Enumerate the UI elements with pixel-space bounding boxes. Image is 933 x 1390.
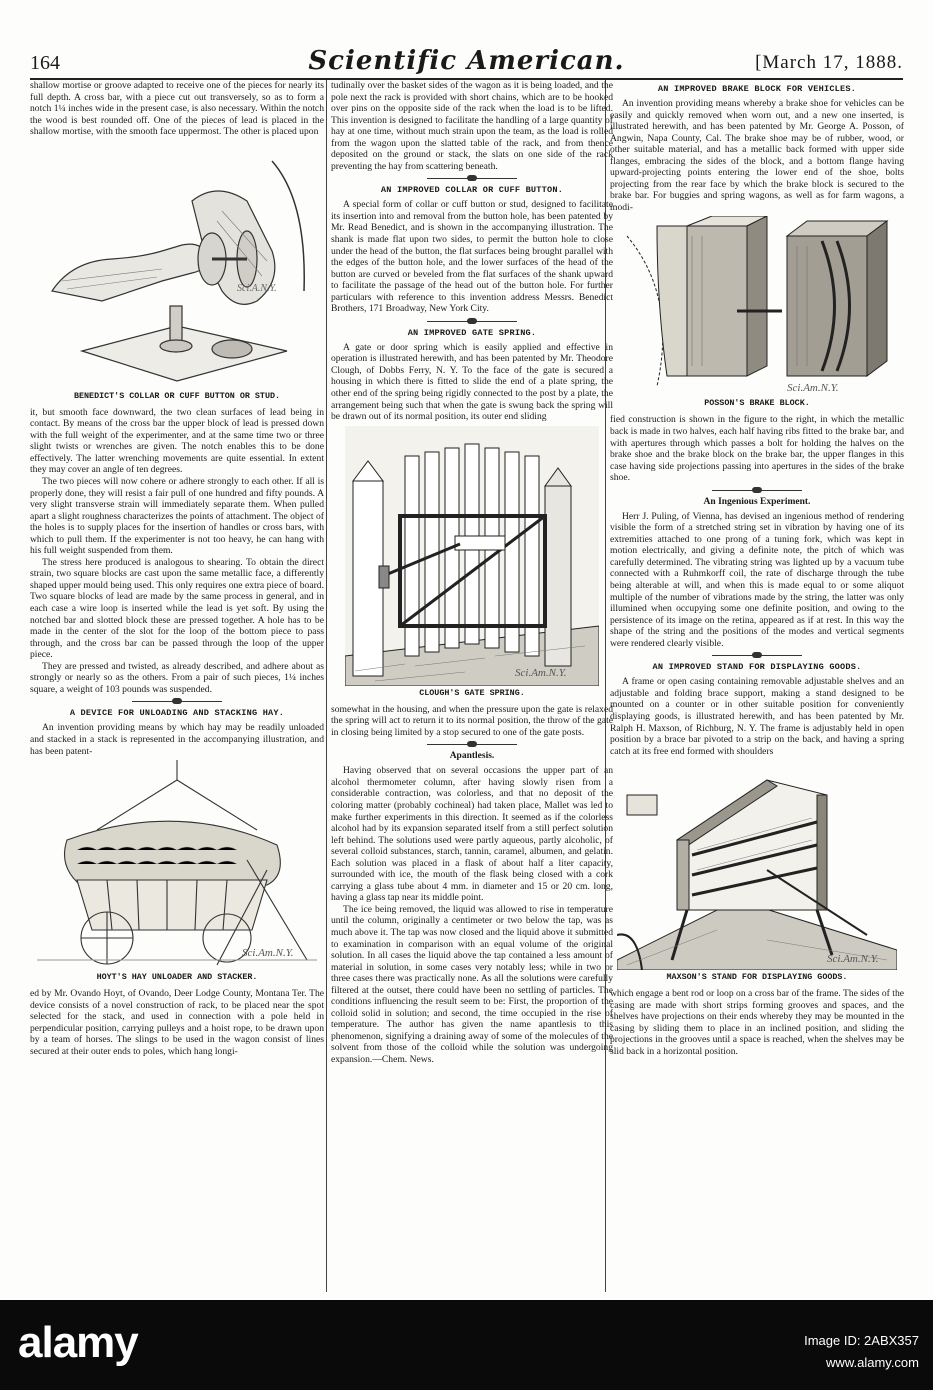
- figure-caption: CLOUGH'S GATE SPRING.: [419, 687, 525, 698]
- site-url: www.alamy.com: [826, 1355, 919, 1370]
- hay-unloader-illustration: [37, 760, 317, 970]
- article-paragraph: Having observed that on several occasions the upper part of an alcohol thermometer column, after having slowly risen from a considerable contraction, was colorless, and that no deposit of the coloring matter (probably cochineal) had taken place, Mallet was led to make further experiments in this direction. It seemed as if the colorless alcohol had by its expansion separated itself from a still perfect solution left behind. The solutions used were partly aqueous, partly alcoholic, of several colloid substances, starch, tannin, caramel, albumen, and gelatin. Each solution was placed in a flask of about half a liter capacity, surrounded with ice, the mouth of the flask being closed with a cork carrying a glass tube about 4 mm. in diameter and 15 or 20 cm. long, having a glass tap near its middle point.: [331, 765, 613, 904]
- section-ornament: [427, 175, 517, 181]
- watermark-banner: [0, 1300, 933, 1390]
- article-paragraph: ed by Mr. Ovando Hoyt, of Ovando, Deer Lodge County, Montana Ter. The device consists of a novel construction of rack, to be placed near the spot selected for the stack, and used in connection with a pole held in perpendicular position, carrying pulleys and a hoist rope, to be drawn upon by a team of horses. The slings to be used in the wagon consist of lines secured at their outer ends to poles, which hang longi-: [30, 988, 324, 1057]
- issue-date: [March 17, 1888.: [755, 52, 903, 73]
- svg-text:Sci.Am.N.Y.: Sci.Am.N.Y.: [787, 382, 839, 395]
- article-heading: AN IMPROVED GATE SPRING.: [407, 327, 537, 338]
- article-paragraph: somewhat in the housing, and when the pressure upon the gate is relaxed the spring will act to return it to its normal position, the throw of the gate in closing being limited by a stop secured to one of the gate posts.: [331, 703, 613, 738]
- article-paragraph: The ice being removed, the liquid was allowed to rise in temperature until the column, originally a centimeter or two below the tap, was as much above it. The tap was now closed and the liquid above it submitted to examination in comparison with an equal volume of the original solution. In all cases the liquid above the tap contained a less amount of material in solution, in some cases very notably less; while in two or three cases there was practically none. As all the solutions were carefully filtered at the outset, there could have been no settling of particles. The conditions influencing the result seem to be: First, the proportion of the colloid solid in solution; and second, the time occupied in the rise of temperature. The author has given the name apantlesis to this phenomenon, signifying a draining away of some of the molecules of the solvent from those of the colloid while the solution was undergoing expansion.—Chem. News.: [331, 903, 613, 1065]
- article-paragraph: it, but smooth face downward, the two clean surfaces of lead being in contact. By means of the cross bar the upper block of lead is pressed down with the full weight of the experimenter, and at the same time two or three slight twists or wrenches are given. The notch enables this to be done effectively. The latter wrenching movements are quite essential. In extent they may cover an angle of ten degrees.: [30, 406, 324, 476]
- column-3: [610, 80, 904, 1292]
- watermark-info: [804, 1330, 919, 1374]
- article-heading: Apantlesis.: [449, 751, 495, 762]
- article-paragraph: They are pressed and twisted, as already described, and adhere about as strongly or nearly so as the others. From a pair of such pieces, 1¼ inches square, a weight of 103 pounds was suspended.: [30, 660, 324, 695]
- article-paragraph: An invention providing means by which hay may be readily unloaded and stacked in a stack is represented in the accompanying illustration, and has been patent-: [30, 722, 324, 757]
- page-header: [30, 46, 903, 76]
- article-heading: AN IMPROVED COLLAR OR CUFF BUTTON.: [380, 185, 564, 196]
- section-ornament: [712, 652, 802, 658]
- article-paragraph: The stress here produced is analogous to shearing. To obtain the direct strain, two square blocks are cast upon the same metallic face, a differently shaped upper mould being used. This only requires one extra piece of board. Two square blocks of lead are made by the same process in general, and in each case a wire loop is inserted while the lead is yet soft. By using the notched bar and slotted block these are pressed together. A hole has to be made in the center of the slot for the loop of the bottom piece to pass through, and the cross bar can be passed through the loop of the upper piece.: [30, 556, 324, 661]
- column-2-content: [331, 80, 613, 1066]
- article-heading: AN IMPROVED STAND FOR DISPLAYING GOODS.: [652, 662, 862, 673]
- figure-caption: HOYT'S HAY UNLOADER AND STACKER.: [96, 972, 258, 983]
- article-paragraph: A frame or open casing containing removable adjustable shelves and an adjustable and folding brace support, making a stand designed to be mounted on a counter or in other suitable position for conveniently displaying goods, is illustrated herewith, and has been patented by Mr. Ralph H. Maxson, of Richburg, N. Y. The frame is adjustably held in open position by a brace bar pivoted to a strip on the back, and having a spring catch at its free end formed with shoulders: [610, 676, 904, 757]
- gate-spring-illustration: [345, 426, 599, 686]
- masthead: Scientific American.: [308, 46, 625, 76]
- article-paragraph: which engage a bent rod or loop on a cross bar of the frame. The sides of the casing are made with short strips forming grooves and spaces, and the shelves have projections on their ends whereby they may be mounted in the casing by sliding them to place in an inclined position, and sliding the projections in the grooves until a space is reached, when the shelves may be slid back in a horizontal position.: [610, 988, 904, 1057]
- svg-text:Sci.Am.N.Y.: Sci.Am.N.Y.: [515, 666, 567, 679]
- svg-text:Sci.Am.N.Y.: Sci.Am.N.Y.: [242, 947, 294, 960]
- column-2: [312, 80, 617, 1292]
- article-paragraph: An invention providing means whereby a brake shoe for vehicles can be easily and quickly removed when worn out, and a new one inserted, is illustrated herewith, and has been patented by Mr. George A. Posson, of Angwin, Napa County, Cal. The brake shoe may be of rubber, wood, or other suitable material, and has a metallic back formed with upper side flanges, embracing the sides of the block, and a bottom flange having upward-projecting points entering the lower end of the shoe, bolts projecting from the rear face by which the brake block is secured to the brake bar. For buggies and spring wagons, as well as for farm wagons, a modi-: [610, 98, 904, 213]
- article-paragraph: The two pieces will now cohere or adhere strongly to each other. If all is properly done, they will resist a fair pull of one hundred and fifty pounds. A very slight transverse strain will immediately separate them. When pulled apart a slight roughness characterizes the points of attachment. The object of the holes is to supply places for the insertion of handles or cross bars, with which to pull them. If the experimenter is not too heavy, he can hang with his full weight suspended from them.: [30, 476, 324, 557]
- section-ornament: [712, 487, 802, 493]
- image-id: Image ID: 2ABX357: [804, 1333, 919, 1348]
- svg-text:Sci.Am.N.Y.: Sci.Am.N.Y.: [827, 953, 879, 966]
- page-number: 164: [30, 52, 60, 74]
- article-paragraph: fied construction is shown in the figure to the right, in which the metallic back is made in two halves, each half having ribs fitted to the brake bar, and with apertures through which passes a bolt for holding the halves on the brake shoe and the brake block on the brake bar, the upper flanges in this case having side projections passing into apertures in the sides of the brake shoe.: [610, 414, 904, 484]
- figure-caption: BENEDICT'S COLLAR OR CUFF BUTTON OR STUD.: [73, 390, 281, 401]
- article-heading: An Ingenious Experiment.: [703, 496, 811, 507]
- section-ornament: [132, 698, 222, 704]
- figure-caption: MAXSON'S STAND FOR DISPLAYING GOODS.: [666, 972, 848, 983]
- svg-text:Sci.A.N.Y.: Sci.A.N.Y.: [237, 282, 277, 294]
- figure-caption: POSSON'S BRAKE BLOCK.: [704, 398, 810, 409]
- brake-block-illustration: [617, 216, 897, 396]
- display-stand-illustration: [617, 760, 897, 970]
- section-ornament: [427, 318, 517, 324]
- section-ornament: [427, 741, 517, 747]
- column-1: [30, 80, 324, 1292]
- article-paragraph: A special form of collar or cuff button or stud, designed to facilitate its insertion into and removal from the button hole, has been patented by Mr. Read Benedict, and is shown in the accompanying illustration. The shank is made flat upon two sides, to permit the button hole to close under the head of the button, the flat surfaces being brought parallel with the edges of the button hole, and the lower surfaces of the head of the button are curved or beveled from the flat surfaces of the shank upward to facilitate the passage of the head out of the button hole. For further particulars with reference to this invention address Messrs. Benedict Brothers, 171 Broadway, New York City.: [331, 199, 613, 315]
- article-paragraph: shallow mortise or groove adapted to receive one of the pieces for nearly its full depth. A cross bar, with a piece cut out transversely, so as to form a notch 1¼ inches wide in the present case, is also necessary. Within the notch the wood is best rounded off. One of the pieces of lead is placed in the shallow mortise, with the smooth face uppermost. The other is placed upon: [30, 80, 324, 138]
- collar-button-illustration: [42, 141, 312, 389]
- article-heading: A DEVICE FOR UNLOADING AND STACKING HAY.: [69, 708, 285, 719]
- article-heading: AN IMPROVED BRAKE BLOCK FOR VEHICLES.: [657, 84, 857, 94]
- article-paragraph: tudinally over the basket sides of the wagon as it is being loaded, and the pole next the rack is provided with short chains, which are to be hooked over pins on the opposite side of the rack when the load is to be lifted. This invention is designed to facilitate the handling of a large quantity of hay at one time, without much strain upon the team, as the load is rolled from the wagon upon the slatted table of the rack, and from thence deposited on the ground or stack, the slats on one side of the rack preventing the hay from scattering beneath.: [331, 80, 613, 172]
- article-paragraph: A gate or door spring which is easily applied and effective in operation is illustrated herewith, and has been patented by Mr. Theodore Clough, of Dobbs Ferry, N. Y. To the face of the gate is secured a housing in which there is fitted to slide the end of a plate spring, the other end of the spring being rigidly connected to the post by a plate, the arrangement being such that when the gate is swung back the spring will be drawn out of its normal position, its outer end sliding: [331, 341, 613, 423]
- watermark-logo: alamy: [18, 1318, 138, 1367]
- article-paragraph: Herr J. Puling, of Vienna, has devised an ingenious method of rendering visible the form of a stretched string set in vibration by having one of its extremities attached to one prong of a tuning fork, which was kept in motion electrically, and giving a definite note, the pitch of which was carefully determined. The vibrating string was lighted up by a vacuum tube connected with a Ruhmkorff coil, the rate of discharge through the tube being alterable at will, and when this is made equal to or some aliquot multiple of the number of vibrations made by the string, the latter was only illumined when occupying some one definite position, and owing to the persistence of its image on the retina, appeared as if at rest. In this way the shape of the string and the positions of the modes and vertical segments were rendered clearly visible.: [610, 510, 904, 649]
